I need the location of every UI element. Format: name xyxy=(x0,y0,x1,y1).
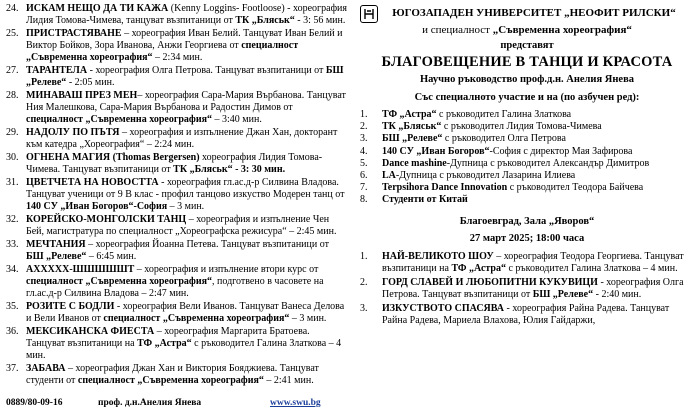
plain-text: – хореография Сара-Мария Върбанова. Танцуват Ния Малешкова, Сара-Мария Върбанова и Радостин Димов от xyxy=(26,90,346,113)
group-item-number: 1. xyxy=(360,109,368,120)
group-item-number: 5. xyxy=(360,157,368,169)
program-item-text xyxy=(26,239,348,263)
event-date: 27 март 2025; 18:00 часа xyxy=(469,232,585,244)
plain-text: – 6:45 мин. xyxy=(86,251,137,262)
left-program-list xyxy=(6,3,348,387)
group-item-number: 4. xyxy=(360,145,368,157)
plain-text: , подготвено в часовете на гл.ас.д-р Силвина Владова – 2:47 мин. xyxy=(26,276,324,299)
plain-text: – хореография и изпълнение втори курс от xyxy=(134,264,319,275)
group-item-text xyxy=(382,182,694,194)
program-item-number: 2. xyxy=(360,276,368,288)
program-item-text xyxy=(26,90,348,126)
program-item-number: 28. xyxy=(6,90,19,101)
plain-text: с ръководител Галина Златкова – 4 мин. xyxy=(505,262,678,274)
group-item-number: 2. xyxy=(360,121,368,133)
group-item-text xyxy=(382,109,694,121)
program-item-number: 29. xyxy=(6,127,19,138)
plain-text: – хореография Иван Белий. Танцуват Иван Белий и Виктор Бойков, Зора Иванова, Анжи Георгиева от xyxy=(26,28,343,51)
bold-text: специалност „Съвременна хореография“ xyxy=(77,375,264,386)
program-item xyxy=(6,90,348,126)
plain-text: хореография Лидия Томова-Чимева. Танцуват възпитаници от xyxy=(26,152,323,175)
plain-text: – 3:40 мин. xyxy=(212,114,262,125)
bold-text: специалност „Съвременна хореография“ xyxy=(26,276,213,287)
group-item-number: 3. xyxy=(360,133,368,145)
plain-text: с ръководител Галина Златкова xyxy=(436,109,572,120)
bold-text: специалност „Съвременна хореография“ xyxy=(26,40,299,63)
university-logo-icon xyxy=(360,5,378,23)
participant-groups-list xyxy=(360,109,694,207)
plain-text: – хореография и изпълнение Джан Хан, докторант към катедра „Хореография“ – 2:24 мин. xyxy=(26,127,338,150)
group-item xyxy=(360,182,694,194)
group-item-number: 6. xyxy=(360,170,368,182)
bold-text: 140 СУ „Иван Богоров“ xyxy=(382,145,490,157)
group-item-number: 7. xyxy=(360,182,368,194)
plain-text: - хореография Вели Иванов. Танцуват Ванеса Делова и Вели Иванов от xyxy=(26,301,345,324)
group-item xyxy=(360,170,694,182)
program-item xyxy=(6,152,348,176)
bold-text: специалност „Съвременна хореография“ xyxy=(26,114,213,125)
bold-text: МЕЧТАНИЯ xyxy=(26,239,86,250)
bold-text: ТФ „Астра“ xyxy=(451,262,506,274)
program-item xyxy=(6,28,348,64)
bold-text: ИЗКУСТВОТО СПАСЯВА xyxy=(382,302,505,314)
program-item xyxy=(6,264,348,300)
program-item-text xyxy=(382,251,694,275)
program-item xyxy=(6,214,348,238)
bold-text: Dance mashine xyxy=(382,157,447,169)
program-item-text xyxy=(26,3,348,27)
university-name: ЮГОЗАПАДЕН УНИВЕРСИТЕТ „НЕОФИТ РИЛСКИ“ xyxy=(392,7,676,19)
bold-text: МЕКСИКАНСКА ФИЕСТА xyxy=(26,326,155,337)
plain-text: – хореография Маргарита Братоева. Танцуват възпитаници на xyxy=(26,326,310,349)
bold-text: БШ „Релеве“ xyxy=(26,65,344,88)
plain-text: - хореография Райна Радева. Танцуват Райна Радева, Мариела Влахова, Юлия Гайдаржи, xyxy=(382,302,670,326)
plain-text: с ръководител Теодора Байчева xyxy=(507,182,644,194)
bold-text: ТК „Бляськ“ - 3: 30 мин. xyxy=(173,164,286,175)
plain-text: с ръководител Олга Петрова xyxy=(442,133,566,145)
bold-text: МИНАВАШ ПРЕЗ МЕН xyxy=(26,90,138,101)
program-item-number: 31. xyxy=(6,177,19,188)
plain-text: – хореография Теодора Георгиева. Танцуват възпитаници на xyxy=(382,250,684,274)
bold-text: ЗАБАВА xyxy=(26,363,66,374)
plain-text: -София с директор Мая Зафирова xyxy=(489,145,633,157)
plain-text: с ръководител Лидия Томова-Чимева xyxy=(441,121,602,133)
program-item xyxy=(6,177,348,213)
bold-text: Студенти от Китай xyxy=(382,194,468,206)
bold-text: LA xyxy=(382,170,396,182)
group-item-number: 8. xyxy=(360,194,368,206)
bold-text: НАДОЛУ ПО ПЪТЯ xyxy=(26,127,120,138)
bold-text: 140 СУ „Иван Богоров“-София xyxy=(26,201,168,212)
event-location: Благоевград, Зала „Яворов“ xyxy=(459,215,595,227)
program-item-text xyxy=(382,303,694,327)
program-item-text xyxy=(382,277,694,301)
plain-text: - 3: 56 мин. xyxy=(294,15,346,26)
program-item-number: 37. xyxy=(6,363,19,374)
plain-text: – хореография и изпълнение Чен Бей, магистратура по специалност „Хореографска режисура“ – 2:45 мин. xyxy=(26,214,337,237)
program-item-text xyxy=(26,214,348,238)
bold-text: НАЙ-ВЕЛИКОТО ШОУ xyxy=(382,250,494,262)
program-item-text xyxy=(26,65,348,89)
footer-website-link[interactable]: www.swu.bg xyxy=(270,398,321,408)
plain-text: – хореография Йоанна Петева. Танцуват възпитаници от xyxy=(85,239,329,250)
program-item-text xyxy=(26,363,348,387)
program-item xyxy=(360,277,694,301)
scientific-supervision: Научно ръководство проф.д.н. Анелия Янева xyxy=(419,74,634,85)
program-item-number: 30. xyxy=(6,152,19,163)
bold-text: БШ „Релеве“ xyxy=(532,288,594,300)
group-item xyxy=(360,146,694,158)
plain-text: (Kenny Loggins- Footloose) - хореография Лидия Томова-Чимева, танцуват възпитаници от xyxy=(26,3,348,26)
program-item xyxy=(6,363,348,387)
program-item xyxy=(6,239,348,263)
program-item-number: 32. xyxy=(6,214,19,225)
participation-heading: Със специалното участие и на (по азбучен ред): xyxy=(414,92,640,103)
plain-text: - хореография Олга Петрова. Танцуват възпитаници от xyxy=(382,276,684,300)
plain-text: - хореография Олга Петрова. Танцуват възпитаници от xyxy=(87,65,326,76)
plain-text: – 3 мин. xyxy=(289,313,327,324)
bold-text: БШ „Релеве“ xyxy=(26,251,87,262)
plain-text: - хореография гл.ас.д-р Силвина Владова. Танцуват ученици от 9 В клас - профил танцово изкуство Модерен танц от xyxy=(26,177,345,200)
footer-phone: 0889/80-09-16 xyxy=(6,398,63,408)
bold-text: ИСКАМ НЕЩО ДА ТИ КАЖА xyxy=(26,3,169,14)
program-item-number: 33. xyxy=(6,239,19,250)
plain-text: - 2:05 мин. xyxy=(66,77,115,88)
right-program-list xyxy=(360,251,694,327)
program-item-text xyxy=(26,127,348,151)
plain-text: – 2:34 мин. xyxy=(152,52,203,63)
bold-text: АХХХХХ-ШШШШШТ xyxy=(26,264,135,275)
right-column xyxy=(360,3,694,329)
bold-text: КОРЕЙСКО-МОНГОЛСКИ ТАНЦ xyxy=(26,214,187,225)
bold-text: Terpsihora Dance Innovation xyxy=(382,182,508,194)
program-item xyxy=(6,3,348,27)
event-title: БЛАГОВЕЩЕНИЕ В ТАНЦИ И КРАСОТА xyxy=(381,54,673,70)
program-item-text xyxy=(26,152,348,176)
group-item xyxy=(360,158,694,170)
program-item-text xyxy=(26,301,348,325)
specialty-name: „Съвременна хореография“ xyxy=(492,24,632,36)
program-item xyxy=(6,127,348,151)
bold-text: ГОРД СЛАВЕЙ И ЛЮБОПИТНИ КУКУВИЦИ xyxy=(382,276,598,288)
bold-text: БШ „Релеве“ xyxy=(382,133,443,145)
program-item xyxy=(360,303,694,327)
plain-text: – 3 мин. xyxy=(167,201,205,212)
bold-text: ОГНЕНА МАГИЯ (Thomas Bergersen) xyxy=(26,152,200,163)
group-item-text xyxy=(382,146,694,158)
specialty-line xyxy=(360,24,694,36)
bold-text: ТК „Бляськ“ xyxy=(235,15,295,26)
plain-text: с ръководител Галина Златкова – 4 мин. xyxy=(26,338,342,361)
program-item-number: 24. xyxy=(6,3,19,14)
bold-text: ТАРАНТЕЛА xyxy=(26,65,88,76)
group-item-text xyxy=(382,194,694,206)
program-item xyxy=(360,251,694,275)
bold-text: РОЗИТЕ С БОДЛИ xyxy=(26,301,115,312)
plain-text: -Дупница с ръководител Лазарина Илиева xyxy=(395,170,576,182)
bold-text: ТФ „Астра“ xyxy=(137,338,192,349)
group-item-text xyxy=(382,121,694,133)
plain-text: - 2:40 мин. xyxy=(593,288,642,300)
program-item-number: 34. xyxy=(6,264,19,275)
left-column xyxy=(6,3,348,388)
group-item xyxy=(360,121,694,133)
program-item-text xyxy=(26,28,348,64)
footer-director: проф. д.н.Анелия Янева xyxy=(98,398,202,408)
group-item-text xyxy=(382,170,694,182)
group-item-text xyxy=(382,133,694,145)
group-item xyxy=(360,109,694,121)
group-item-text xyxy=(382,158,694,170)
bold-text: ТК „Бляськ“ xyxy=(382,121,442,133)
program-item-number: 27. xyxy=(6,65,19,76)
program-item-text xyxy=(26,264,348,300)
presents-label: представят xyxy=(500,40,554,51)
group-item xyxy=(360,133,694,145)
program-item-number: 25. xyxy=(6,28,19,39)
program-item xyxy=(6,65,348,89)
bold-text: ПРИСТРАСТЯВАНЕ xyxy=(26,28,122,39)
specialty-prefix: и специалност xyxy=(422,24,493,36)
plain-text: – хореография Джан Хан и Виктория Бояджиева. Танцуват студенти от xyxy=(26,363,319,386)
program-item xyxy=(6,301,348,325)
bold-text: ЦВЕТЧЕТА НА НОВОСТТА xyxy=(26,177,159,188)
program-item-number: 36. xyxy=(6,326,19,337)
program-item-text xyxy=(26,326,348,362)
program-item-number: 35. xyxy=(6,301,19,312)
program-item-number: 3. xyxy=(360,302,368,314)
program-item-text xyxy=(26,177,348,213)
group-item xyxy=(360,194,694,206)
plain-text: -Дупница с ръководител Александър Димитров xyxy=(446,157,650,169)
bold-text: ТФ „Астра“ xyxy=(382,109,437,120)
plain-text: – 2:41 мин. xyxy=(263,375,314,386)
program-item xyxy=(6,326,348,362)
program-item-number: 1. xyxy=(360,250,368,262)
bold-text: специалност „Съвременна хореография“ xyxy=(103,313,290,324)
